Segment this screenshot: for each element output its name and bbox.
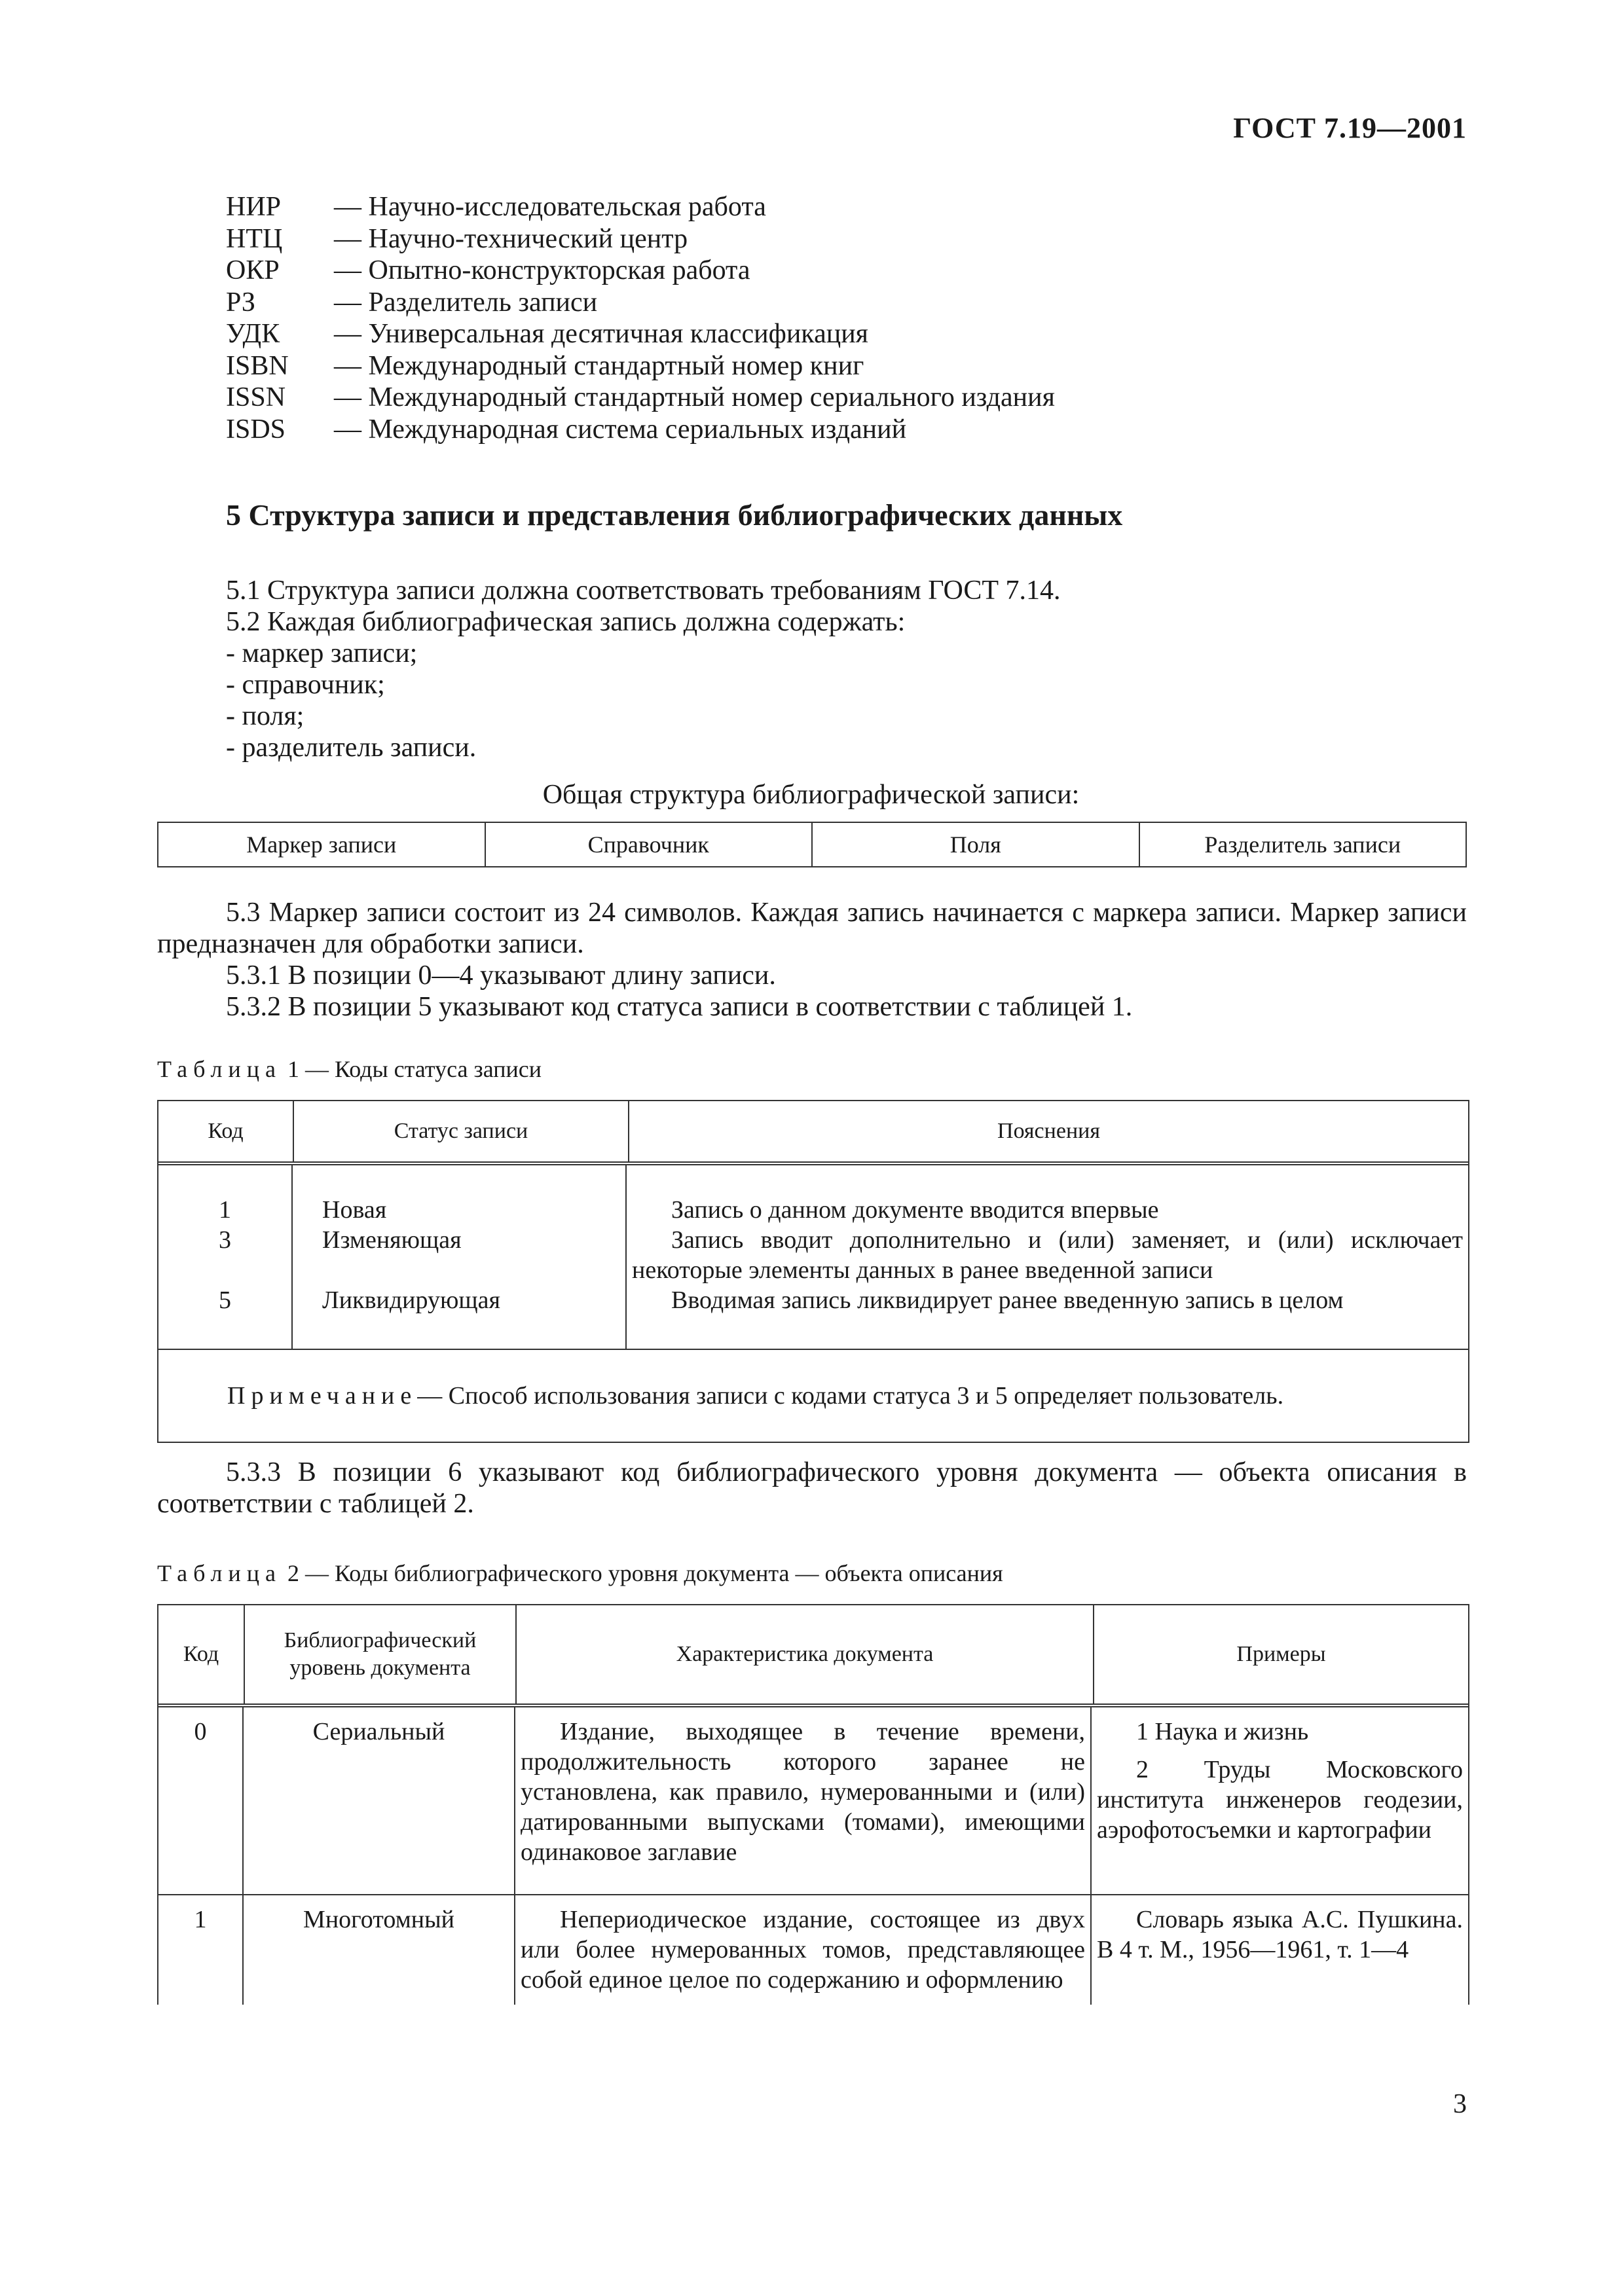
standard-header: ГОСТ 7.19—2001 bbox=[1233, 112, 1467, 144]
abbreviation-code: УДК bbox=[226, 319, 280, 349]
structure-cell: Маркер записи bbox=[158, 822, 485, 867]
row-gap bbox=[322, 1255, 625, 1285]
paragraph-5-2: 5.2 Каждая библиографическая запись должна содержать: bbox=[226, 607, 906, 637]
abbreviation-code: ISDS bbox=[226, 414, 286, 445]
structure-cell: Поля bbox=[812, 822, 1139, 867]
table-caption-text: 2 — Коды библиографического уровня документа — объекта описания bbox=[287, 1560, 1003, 1586]
abbreviation-text: — Универсальная десятичная классификация bbox=[334, 319, 868, 349]
example-text: 2 Труды Московского института инженеров геодезии, аэрофотосъемки и картографии bbox=[1097, 1756, 1463, 1844]
abbreviation-code: ОКР bbox=[226, 255, 280, 285]
section-title: 5 Структура записи и представления библиографических данных bbox=[226, 498, 1123, 532]
paragraph-5-3-1: 5.3.1 В позиции 0—4 указывают длину записи. bbox=[226, 960, 776, 991]
header-examples: Примеры bbox=[1236, 1642, 1326, 1666]
abbreviation-code: НТЦ bbox=[226, 223, 283, 254]
abbreviation-code: НИР bbox=[226, 192, 282, 222]
header-status: Статус записи bbox=[294, 1101, 629, 1161]
abbreviation-text: — Международная система сериальных изданий bbox=[334, 414, 907, 445]
cell-level: Многотомный bbox=[244, 1895, 515, 2005]
cell-code: 5 bbox=[219, 1286, 231, 1314]
section-5-3-block bbox=[157, 897, 1467, 1023]
notes-column bbox=[627, 1165, 1468, 1349]
cell-examples bbox=[1092, 1707, 1468, 1894]
header-code: Код bbox=[158, 1605, 245, 1704]
cell-note: Запись о данном документе вводится впервые bbox=[671, 1196, 1159, 1224]
description-text: Издание, выходящее в течение времени, продолжительность которого заранее не установлена, как правило, нумерованными и (или) датированными выпусками (томами), имеющими одинаковое заглавие bbox=[521, 1718, 1085, 1866]
structure-cell: Разделитель записи bbox=[1139, 822, 1467, 867]
abbreviation-row bbox=[226, 382, 1055, 414]
cell-level: Сериальный bbox=[244, 1707, 515, 1894]
abbreviation-row bbox=[226, 287, 1055, 319]
cell-status: Новая bbox=[322, 1196, 387, 1224]
table-caption-text: 1 — Коды статуса записи bbox=[287, 1056, 542, 1082]
abbreviation-row bbox=[226, 414, 1055, 446]
abbreviation-text: — Международный стандартный номер книг bbox=[334, 350, 864, 381]
table-header-row bbox=[158, 1101, 1468, 1165]
table-row bbox=[158, 1895, 1468, 2005]
abbreviation-row bbox=[226, 318, 1055, 350]
structure-cell: Справочник bbox=[485, 822, 813, 867]
abbreviation-list bbox=[226, 191, 1055, 445]
abbreviation-text: — Научно-технический центр bbox=[334, 223, 688, 254]
abbreviation-code: ISBN bbox=[226, 350, 289, 381]
section-5-list bbox=[157, 575, 1467, 763]
cell-code: 0 bbox=[158, 1707, 244, 1894]
row-gap bbox=[158, 1255, 291, 1285]
status-codes-table bbox=[157, 1100, 1469, 1443]
table-2-caption bbox=[157, 1559, 1003, 1587]
paragraph-5-1: 5.1 Структура записи должна соответствовать требованиям ГОСТ 7.14. bbox=[226, 575, 1061, 606]
note-text: — Способ использования записи с кодами статуса 3 и 5 определяет пользователь. bbox=[417, 1382, 1284, 1410]
cell-note: Запись вводит дополнительно и (или) заменяет, и (или) исключает некоторые элементы данных в ранее введенной записи bbox=[632, 1226, 1463, 1284]
abbreviation-row bbox=[226, 223, 1055, 255]
abbreviation-text: — Опытно-конструкторская работа bbox=[334, 255, 750, 285]
table-note bbox=[158, 1350, 1468, 1442]
example-text: 1 Наука и жизнь bbox=[1136, 1718, 1309, 1745]
cell-code: 3 bbox=[219, 1226, 231, 1254]
page-number: 3 bbox=[1453, 2089, 1467, 2119]
cell-note: Вводимая запись ликвидирует ранее введенную запись в целом bbox=[671, 1286, 1344, 1314]
cell-code: 1 bbox=[219, 1196, 231, 1224]
record-structure-table bbox=[157, 822, 1467, 867]
bibliographic-level-table bbox=[157, 1604, 1469, 2005]
table-caption-word: Таблица bbox=[157, 1560, 282, 1586]
header-code: Код bbox=[158, 1101, 294, 1161]
list-item: - справочник; bbox=[226, 670, 385, 700]
cell-status: Изменяющая bbox=[322, 1226, 462, 1254]
paragraph-5-3-2: 5.3.2 В позиции 5 указывают код статуса записи в соответствии с таблицей 1. bbox=[226, 992, 1133, 1022]
abbreviation-text: — Разделитель записи bbox=[334, 287, 598, 318]
abbreviation-text: — Научно-исследовательская работа bbox=[334, 192, 766, 222]
header-description: Характеристика документа bbox=[517, 1605, 1094, 1704]
cell-examples bbox=[1092, 1895, 1468, 2005]
structure-caption: Общая структура библиографической записи: bbox=[542, 780, 1080, 810]
table-1-caption bbox=[157, 1055, 542, 1083]
abbreviation-row bbox=[226, 350, 1055, 382]
status-column bbox=[293, 1165, 627, 1349]
abbreviation-row bbox=[226, 191, 1055, 223]
abbreviation-row bbox=[226, 255, 1055, 287]
list-item: - разделитель записи. bbox=[226, 733, 477, 763]
description-text: Непериодическое издание, состоящее из двух или более нумерованных томов, представляющее собой единое целое по содержанию и оформлению bbox=[521, 1906, 1085, 1994]
note-word: Примечание bbox=[227, 1382, 418, 1410]
paragraph-5-3-3: 5.3.3 В позиции 6 указывают код библиографического уровня документа — объекта описания в соответствии с таблицей 2. bbox=[157, 1457, 1467, 1519]
header-level: Библиографический уровень документа bbox=[245, 1605, 517, 1704]
cell-status: Ликвидирующая bbox=[322, 1286, 501, 1314]
header-notes: Пояснения bbox=[997, 1119, 1100, 1143]
abbreviation-text: — Международный стандартный номер сериального издания bbox=[334, 382, 1055, 412]
table-caption-word: Таблица bbox=[157, 1056, 282, 1082]
cell-code: 1 bbox=[158, 1895, 244, 2005]
abbreviation-code: РЗ bbox=[226, 287, 255, 318]
example-text: Словарь языка А.С. Пушкина. В 4 т. М., 1956—1961, т. 1—4 bbox=[1097, 1906, 1463, 1963]
abbreviation-code: ISSN bbox=[226, 382, 286, 412]
list-item: - маркер записи; bbox=[226, 638, 418, 668]
cell-description bbox=[515, 1707, 1092, 1894]
table-header-row bbox=[158, 1605, 1468, 1707]
list-item: - поля; bbox=[226, 701, 304, 731]
code-column bbox=[158, 1165, 293, 1349]
table-body bbox=[158, 1165, 1468, 1350]
paragraph-5-3: 5.3 Маркер записи состоит из 24 символов. Каждая запись начинается с маркера записи. Маркер записи предназначен для обработки записи. bbox=[157, 898, 1467, 959]
cell-description bbox=[515, 1895, 1092, 2005]
table-row bbox=[158, 1707, 1468, 1895]
